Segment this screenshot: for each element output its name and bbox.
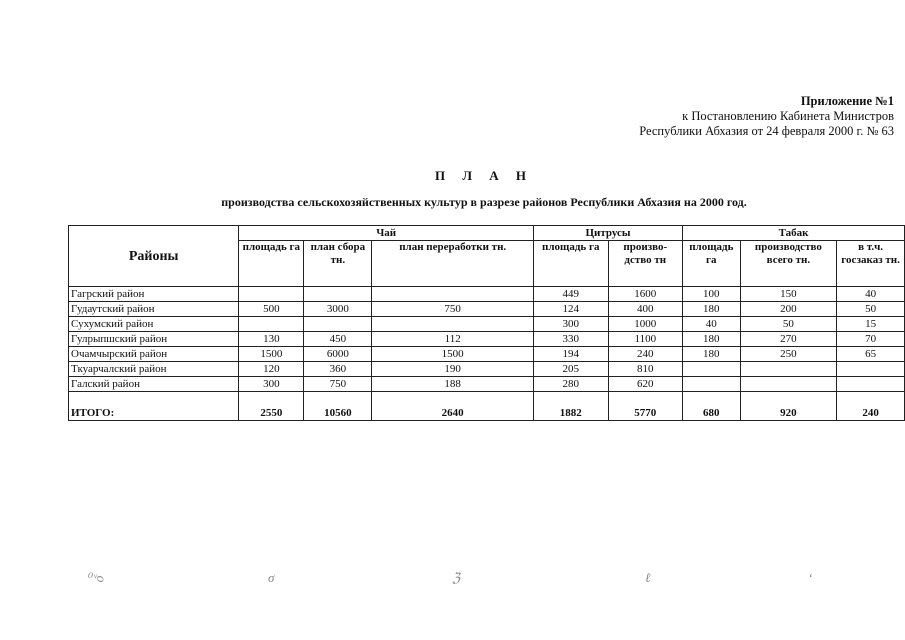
table-cell: 1500 [239, 347, 304, 362]
table-cell: 50 [740, 317, 837, 332]
table-cell: 6000 [304, 347, 372, 362]
table-cell: 750 [372, 302, 534, 317]
table-cell: 40 [837, 287, 905, 302]
table-cell: 330 [533, 332, 608, 347]
district-name: Сухумский район [69, 317, 239, 332]
table-cell [239, 287, 304, 302]
table-cell: 205 [533, 362, 608, 377]
group-header-tea: Чай [239, 226, 534, 241]
table-cell: 300 [533, 317, 608, 332]
document-subtitle: производства сельскохозяйственных культур в разрезе районов Республики Абхазия на 2000 год. [221, 195, 747, 209]
table-row [69, 317, 905, 332]
table-cell [304, 287, 372, 302]
table-cell [837, 362, 905, 377]
district-name: Гулрыпшский район [69, 332, 239, 347]
subheader-tea-harvest-plan: план сбора тн. [304, 241, 372, 287]
table-cell: 190 [372, 362, 534, 377]
total-cell: 2640 [372, 392, 534, 421]
subheader-citrus-production: произво-дство тн [608, 241, 683, 287]
table-cell: 194 [533, 347, 608, 362]
table-cell: 1100 [608, 332, 683, 347]
district-name: Гудаутский район [69, 302, 239, 317]
subheader-tea-processing-plan: план переработки тн. [372, 241, 534, 287]
subheader-citrus-area: площадь га [533, 241, 608, 287]
subheader-tobacco-state-order: в т.ч. госзаказ тн. [837, 241, 905, 287]
total-cell: 920 [740, 392, 837, 421]
subheader-tobacco-production: производство всего тн. [740, 241, 837, 287]
table-cell: 1500 [372, 347, 534, 362]
table-cell [304, 317, 372, 332]
table-cell: 1000 [608, 317, 683, 332]
district-name: Гагрский район [69, 287, 239, 302]
table-cell: 50 [837, 302, 905, 317]
plan-table [68, 225, 905, 421]
handwritten-mark-3: ℨ [452, 570, 461, 585]
table-cell: 240 [608, 347, 683, 362]
table-cell [372, 287, 534, 302]
total-label: ИТОГО: [69, 392, 239, 421]
appendix-line-2: Республики Абхазия от 24 февраля 2000 г. № 63 [639, 124, 894, 138]
table-row [69, 377, 905, 392]
table-cell: 400 [608, 302, 683, 317]
table-cell: 180 [683, 347, 741, 362]
table-cell: 130 [239, 332, 304, 347]
district-name: Очамчырский район [69, 347, 239, 362]
handwritten-mark-1: ⁰ᵛᴑ [88, 570, 104, 585]
table-cell [683, 362, 741, 377]
table-cell: 3000 [304, 302, 372, 317]
table-cell [683, 377, 741, 392]
total-row [69, 392, 905, 421]
table-row [69, 347, 905, 362]
table-cell: 360 [304, 362, 372, 377]
district-name: Галский район [69, 377, 239, 392]
table-cell [837, 377, 905, 392]
table-cell [239, 317, 304, 332]
subheader-tea-area: площадь га [239, 241, 304, 287]
table-cell: 620 [608, 377, 683, 392]
table-cell: 180 [683, 302, 741, 317]
total-cell: 680 [683, 392, 741, 421]
districts-header: Районы [69, 226, 239, 287]
table-cell: 70 [837, 332, 905, 347]
table-cell [740, 377, 837, 392]
table-row [69, 302, 905, 317]
district-name: Ткуарчалский район [69, 362, 239, 377]
appendix-title: Приложение №1 [800, 94, 894, 108]
total-cell: 5770 [608, 392, 683, 421]
subheader-tobacco-area: площадь га [683, 241, 741, 287]
group-header-citrus: Цитрусы [533, 226, 682, 241]
group-header-tobacco: Табак [683, 226, 905, 241]
table-cell: 270 [740, 332, 837, 347]
appendix-block [639, 94, 894, 139]
table-row [69, 287, 905, 302]
table-row [69, 362, 905, 377]
table-cell: 65 [837, 347, 905, 362]
table-cell: 188 [372, 377, 534, 392]
total-cell: 240 [837, 392, 905, 421]
table-cell: 750 [304, 377, 372, 392]
document-title: П Л А Н [434, 168, 534, 183]
total-cell: 10560 [304, 392, 372, 421]
table-cell: 449 [533, 287, 608, 302]
table-cell: 15 [837, 317, 905, 332]
table-cell: 250 [740, 347, 837, 362]
handwritten-mark-5: ʻ [808, 570, 813, 585]
table-cell: 280 [533, 377, 608, 392]
table-cell: 180 [683, 332, 741, 347]
table-row [69, 332, 905, 347]
table-cell: 200 [740, 302, 837, 317]
table-cell [372, 317, 534, 332]
table-cell: 112 [372, 332, 534, 347]
table-cell: 100 [683, 287, 741, 302]
table-cell: 500 [239, 302, 304, 317]
total-cell: 2550 [239, 392, 304, 421]
table-cell: 810 [608, 362, 683, 377]
table-cell: 450 [304, 332, 372, 347]
total-cell: 1882 [533, 392, 608, 421]
table-cell: 124 [533, 302, 608, 317]
table-cell [740, 362, 837, 377]
appendix-line-1: к Постановлению Кабинета Министров [682, 109, 894, 123]
table-cell: 120 [239, 362, 304, 377]
table-cell: 300 [239, 377, 304, 392]
handwritten-mark-2: σ [268, 570, 275, 585]
table-cell: 40 [683, 317, 741, 332]
handwritten-mark-4: ℓ [645, 570, 651, 585]
table-cell: 150 [740, 287, 837, 302]
table-cell: 1600 [608, 287, 683, 302]
